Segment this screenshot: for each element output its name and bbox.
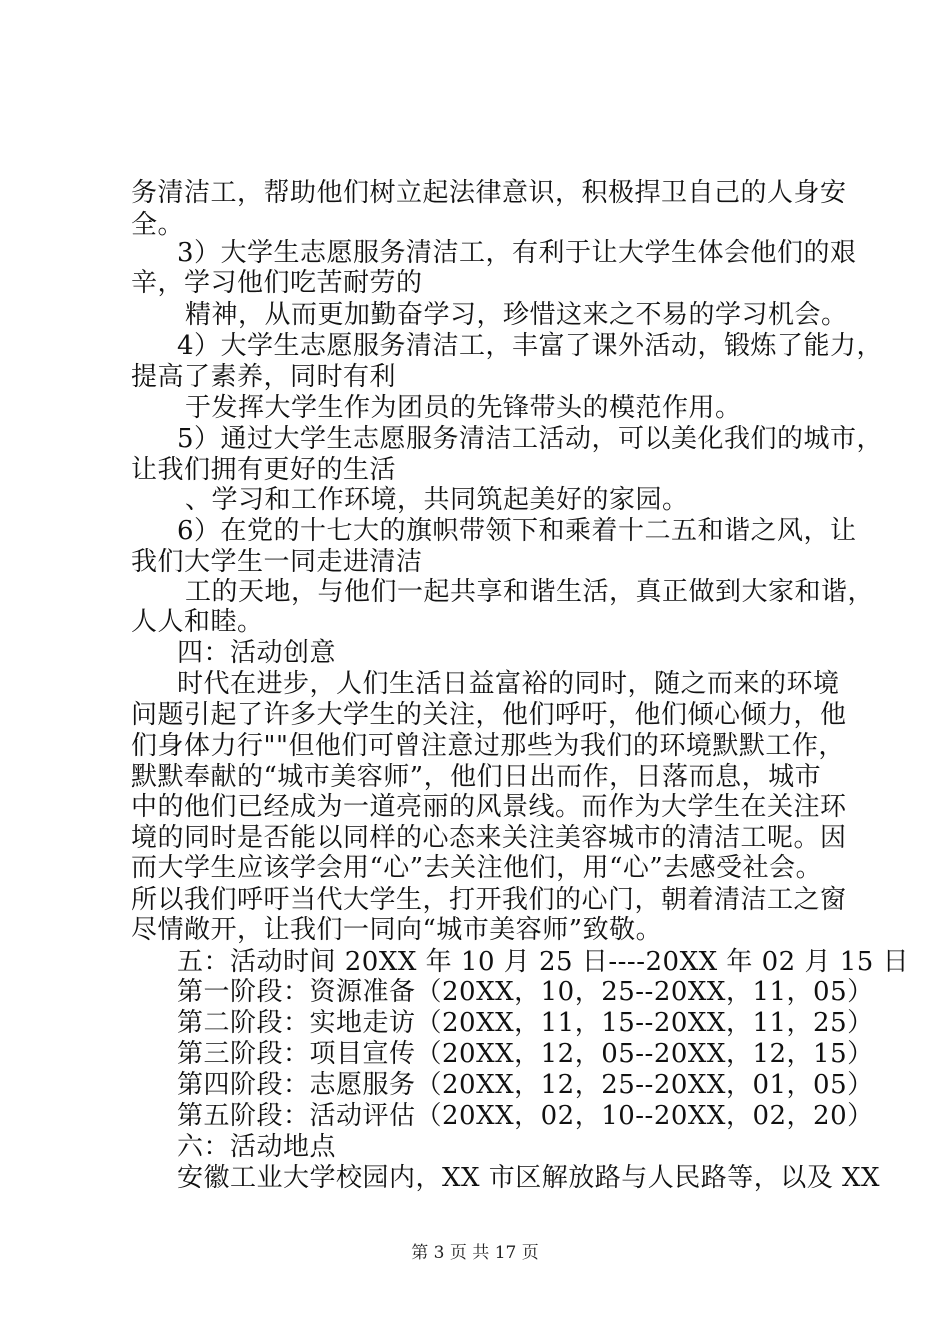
schedule-item: 第一阶段：资源准备（20XX，10，25--20XX，11，05） bbox=[177, 977, 874, 1007]
section-heading: 四：活动创意 bbox=[177, 638, 337, 668]
schedule-item: 第四阶段：志愿服务（20XX，12，25--20XX，01，05） bbox=[177, 1070, 874, 1100]
text-line: 尽情敞开，让我们一同向“城市美容师”致敬。 bbox=[131, 915, 663, 945]
text-line: 境的同时是否能以同样的心态来关注美容城市的清洁工呢。因 bbox=[131, 823, 847, 853]
section-heading: 五：活动时间 20XX 年 10 月 25 日----20XX 年 02 月 15 日 bbox=[177, 947, 910, 977]
text-line: 5）通过大学生志愿服务清洁工活动，可以美化我们的城市， bbox=[177, 424, 884, 454]
text-line: 让我们拥有更好的生活 bbox=[131, 455, 397, 485]
text-line: 务清洁工，帮助他们树立起法律意识，积极捍卫自己的人身安 bbox=[131, 178, 847, 208]
schedule-item: 第五阶段：活动评估（20XX，02，10--20XX，02，20） bbox=[177, 1101, 874, 1131]
page-number-footer: 第 3 页 共 17 页 bbox=[411, 1243, 539, 1263]
text-line: 于发挥大学生作为团员的先锋带头的模范作用。 bbox=[185, 393, 742, 423]
text-line: 辛，学习他们吃苦耐劳的 bbox=[131, 268, 423, 298]
text-line: 4）大学生志愿服务清洁工，丰富了课外活动，锻炼了能力， bbox=[177, 331, 884, 361]
text-line: 全。 bbox=[131, 210, 185, 240]
text-line: 人人和睦。 bbox=[131, 607, 264, 637]
text-line: 默默奉献的“城市美容师”，他们日出而作，日落而息，城市 bbox=[131, 762, 822, 792]
text-line: 中的他们已经成为一道亮丽的风景线。而作为大学生在关注环 bbox=[131, 792, 847, 822]
text-line: 们身体力行""但他们可曾注意过那些为我们的环境默默工作， bbox=[131, 731, 845, 761]
text-line: 时代在进步，人们生活日益富裕的同时，随之而来的环境 bbox=[177, 669, 840, 699]
text-line: 3）大学生志愿服务清洁工，有利于让大学生体会他们的艰 bbox=[177, 238, 857, 268]
text-line: 我们大学生一同走进清洁 bbox=[131, 547, 423, 577]
text-line: 所以我们呼吁当代大学生，打开我们的心门，朝着清洁工之窗 bbox=[131, 885, 847, 915]
text-line: 、学习和工作环境，共同筑起美好的家园。 bbox=[185, 485, 689, 515]
text-line: 安徽工业大学校园内，XX 市区解放路与人民路等，以及 XX bbox=[177, 1163, 881, 1193]
section-heading: 六：活动地点 bbox=[177, 1132, 337, 1162]
text-line: 精神，从而更加勤奋学习，珍惜这来之不易的学习机会。 bbox=[185, 300, 848, 330]
text-line: 提高了素养，同时有利 bbox=[131, 362, 397, 392]
schedule-item: 第二阶段：实地走访（20XX，11，15--20XX，11，25） bbox=[177, 1008, 874, 1038]
text-line: 工的天地，与他们一起共享和谐生活，真正做到大家和谐， bbox=[185, 577, 875, 607]
text-line: 6）在党的十七大的旗帜带领下和乘着十二五和谐之风，让 bbox=[177, 516, 857, 546]
text-line: 而大学生应该学会用“心”去关注他们，用“心”去感受社会。 bbox=[131, 853, 823, 883]
schedule-item: 第三阶段：项目宣传（20XX，12，05--20XX，12，15） bbox=[177, 1039, 874, 1069]
text-line: 问题引起了许多大学生的关注，他们呼吁，他们倾心倾力，他 bbox=[131, 700, 847, 730]
